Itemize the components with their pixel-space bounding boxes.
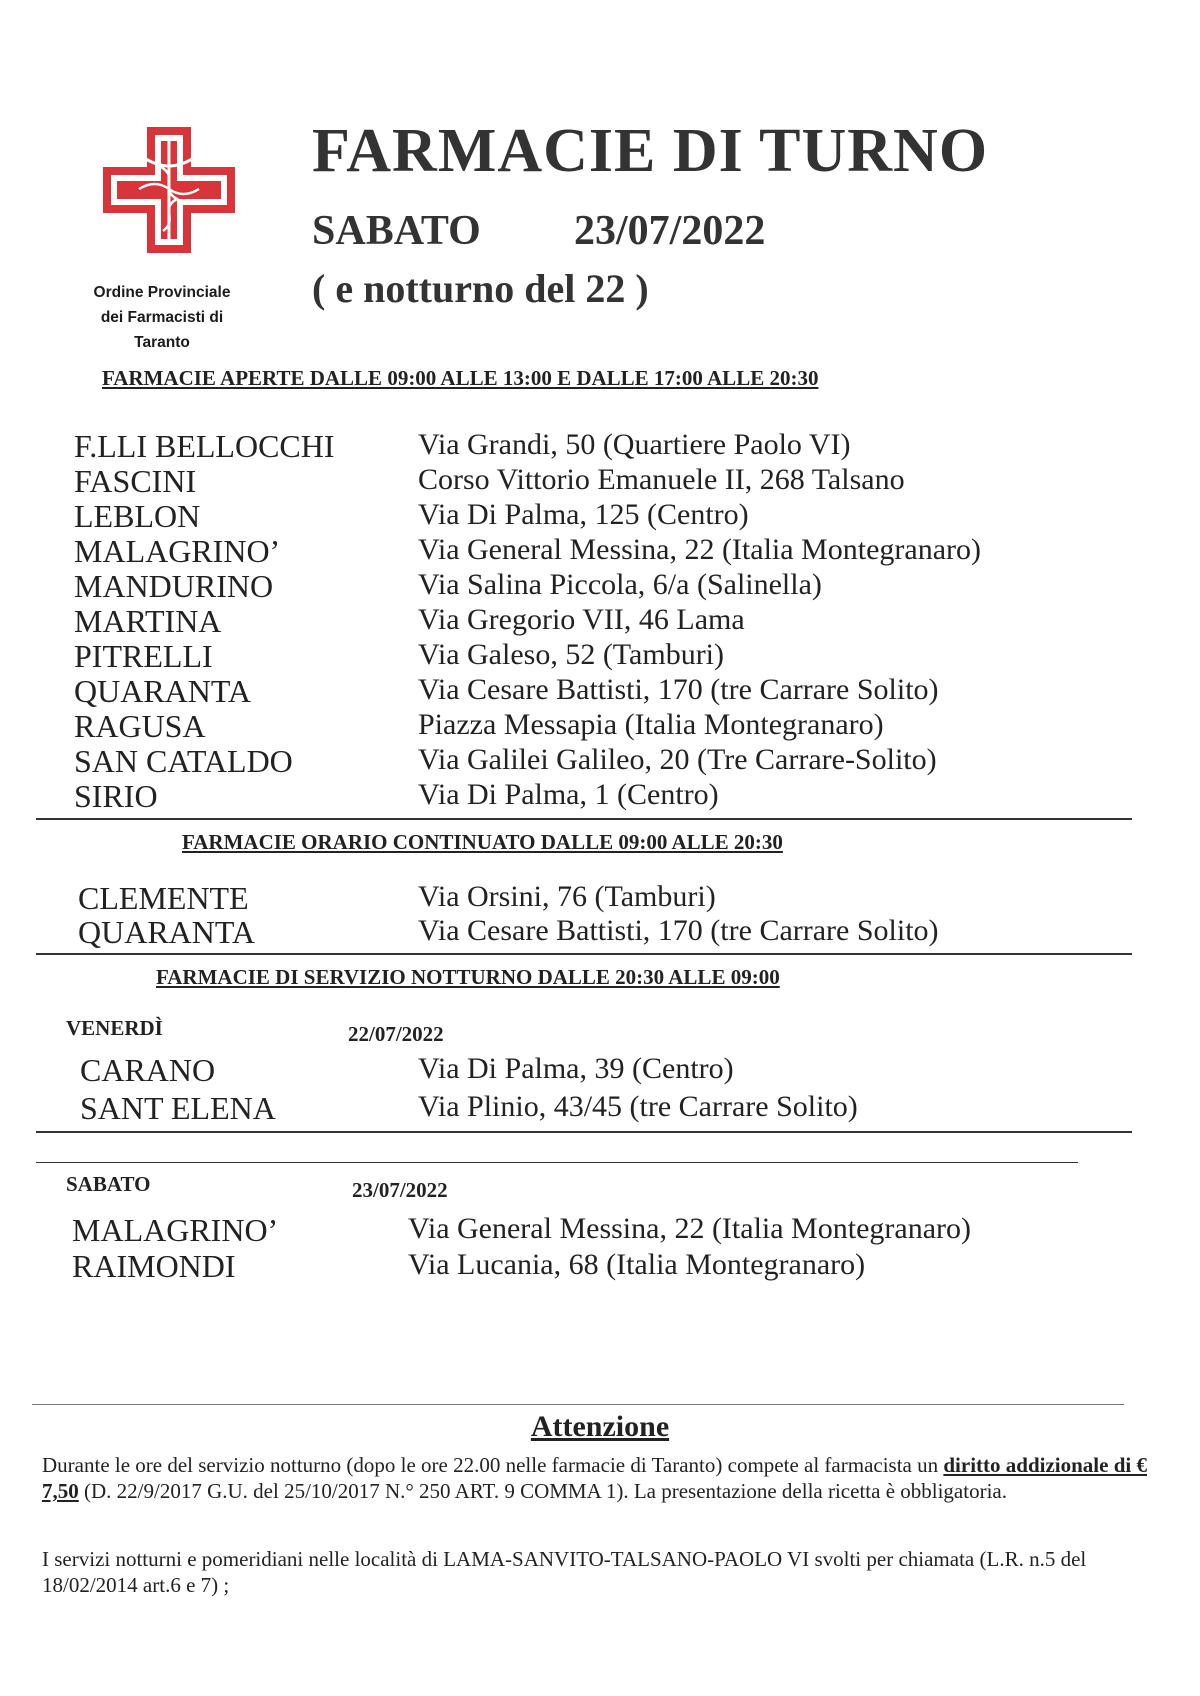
- pharmacy-name: SAN CATALDO: [74, 743, 293, 779]
- pharmacy-address: Via Gregorio VII, 46 Lama: [418, 603, 745, 636]
- section-open-heading: FARMACIE APERTE DALLE 09:00 ALLE 13:00 E DALLE 17:00 ALLE 20:30: [102, 366, 819, 390]
- attention-text-a: Durante le ore del servizio notturno (dopo le ore 22.00 nelle farmacie di Taranto) compete al farmacista un: [42, 1453, 939, 1477]
- pharmacy-name: SIRIO: [74, 778, 158, 814]
- header-night-note: ( e notturno del 22 ): [312, 266, 649, 311]
- pharmacy-address: Piazza Messapia (Italia Montegranaro): [418, 708, 884, 741]
- divider: [32, 1404, 1124, 1405]
- pharmacy-name: MALAGRINO’: [72, 1212, 279, 1248]
- pharmacy-name: RAGUSA: [74, 708, 206, 744]
- org-line-2: dei Farmacisti di: [100, 309, 224, 326]
- pharmacy-address: Via Grandi, 50 (Quartiere Paolo VI): [418, 428, 851, 461]
- pharmacy-address: Via Lucania, 68 (Italia Montegranaro): [408, 1248, 866, 1281]
- night-saturday-date: 23/07/2022: [352, 1178, 448, 1202]
- header-day: SABATO: [312, 208, 481, 254]
- list-item: [0, 914, 1200, 948]
- pharmacy-name: SANT ELENA: [80, 1090, 276, 1126]
- night-friday-day: VENERDÌ: [66, 1016, 163, 1040]
- pharmacy-address: Via Salina Piccola, 6/a (Salinella): [418, 568, 822, 601]
- section-night-heading: FARMACIE DI SERVIZIO NOTTURNO DALLE 20:30 ALLE 09:00: [156, 965, 780, 989]
- attention-paragraph-2: I servizi notturni e pomeridiani nelle località di LAMA-SANVITO-TALSANO-PAOLO VI svolti per chiamata (L.R. n.5 del 18/02/2014 art.6 e 7) ;: [42, 1547, 1087, 1597]
- pharmacy-address: Via Cesare Battisti, 170 (tre Carrare Solito): [418, 673, 939, 706]
- attention-paragraph-1: [42, 1452, 1162, 1504]
- section-continuous-heading: FARMACIE ORARIO CONTINUATO DALLE 09:00 ALLE 20:30: [182, 830, 783, 854]
- pharmacy-name: MARTINA: [74, 603, 222, 639]
- divider: [36, 818, 1132, 820]
- list-item: [0, 568, 1200, 602]
- pharmacy-name: RAIMONDI: [72, 1248, 236, 1284]
- list-item: [0, 743, 1200, 777]
- pharmacy-cross-caduceus-icon: [103, 127, 235, 253]
- pharmacy-name: PITRELLI: [74, 638, 213, 674]
- pharmacy-address: Via Di Palma, 125 (Centro): [418, 498, 749, 531]
- pharmacy-name: CLEMENTE: [78, 880, 249, 916]
- pharmacy-address: Via Cesare Battisti, 170 (tre Carrare Solito): [418, 914, 939, 947]
- list-item: [0, 428, 1200, 462]
- list-item: [0, 498, 1200, 532]
- org-line-1: Ordine Provinciale: [93, 284, 231, 301]
- pharmacy-name: QUARANTA: [74, 673, 251, 709]
- pharmacy-name: FASCINI: [74, 463, 197, 499]
- night-saturday-day: SABATO: [66, 1172, 151, 1196]
- list-item: [0, 533, 1200, 567]
- page-title: FARMACIE DI TURNO: [312, 117, 989, 185]
- pharmacy-address: Via Orsini, 76 (Tamburi): [418, 880, 716, 913]
- pharmacy-name: QUARANTA: [78, 914, 255, 950]
- pharmacy-address: Via Plinio, 43/45 (tre Carrare Solito): [418, 1090, 858, 1123]
- organization-name: [62, 280, 262, 355]
- pharmacy-address: Via Di Palma, 1 (Centro): [418, 778, 719, 811]
- pharmacy-address: Via Di Palma, 39 (Centro): [418, 1052, 734, 1085]
- pharmacy-name: CARANO: [80, 1052, 216, 1088]
- night-friday-date: 22/07/2022: [348, 1022, 444, 1046]
- list-item: [0, 778, 1200, 812]
- attention-title: Attenzione: [530, 1410, 670, 1443]
- list-item: [0, 880, 1200, 914]
- pharmacy-name: MALAGRINO’: [74, 533, 281, 569]
- list-item: [0, 463, 1200, 497]
- attention-text-c: (D. 22/9/2017 G.U. del 25/10/2017 N.° 250 ART. 9 COMMA 1). La presentazione della ricetta è obbligatoria.: [84, 1479, 1007, 1503]
- pharmacy-name: LEBLON: [74, 498, 201, 534]
- divider: [36, 1162, 1078, 1163]
- list-item: [0, 1212, 1200, 1246]
- pharmacy-address: Corso Vittorio Emanuele II, 268 Talsano: [418, 463, 905, 496]
- list-item: [0, 708, 1200, 742]
- pharmacy-address: Via General Messina, 22 (Italia Montegranaro): [418, 533, 981, 566]
- pharmacy-name: F.LLI BELLOCCHI: [74, 428, 335, 464]
- pharmacy-address: Via Galeso, 52 (Tamburi): [418, 638, 725, 671]
- header-date: 23/07/2022: [574, 208, 766, 254]
- divider: [36, 953, 1132, 955]
- list-item: [0, 603, 1200, 637]
- divider: [36, 1131, 1132, 1133]
- pharmacy-address: Via General Messina, 22 (Italia Montegranaro): [408, 1212, 971, 1245]
- surcharge-text: diritto addizionale di € 7,50: [42, 1453, 1147, 1503]
- list-item: [0, 638, 1200, 672]
- pharmacy-address: Via Galilei Galileo, 20 (Tre Carrare-Solito): [418, 743, 937, 776]
- list-item: [0, 673, 1200, 707]
- list-item: [0, 1248, 1200, 1282]
- list-item: [0, 1090, 1200, 1124]
- pharmacy-name: MANDURINO: [74, 568, 274, 604]
- list-item: [0, 1052, 1200, 1086]
- org-line-3: Taranto: [134, 334, 190, 351]
